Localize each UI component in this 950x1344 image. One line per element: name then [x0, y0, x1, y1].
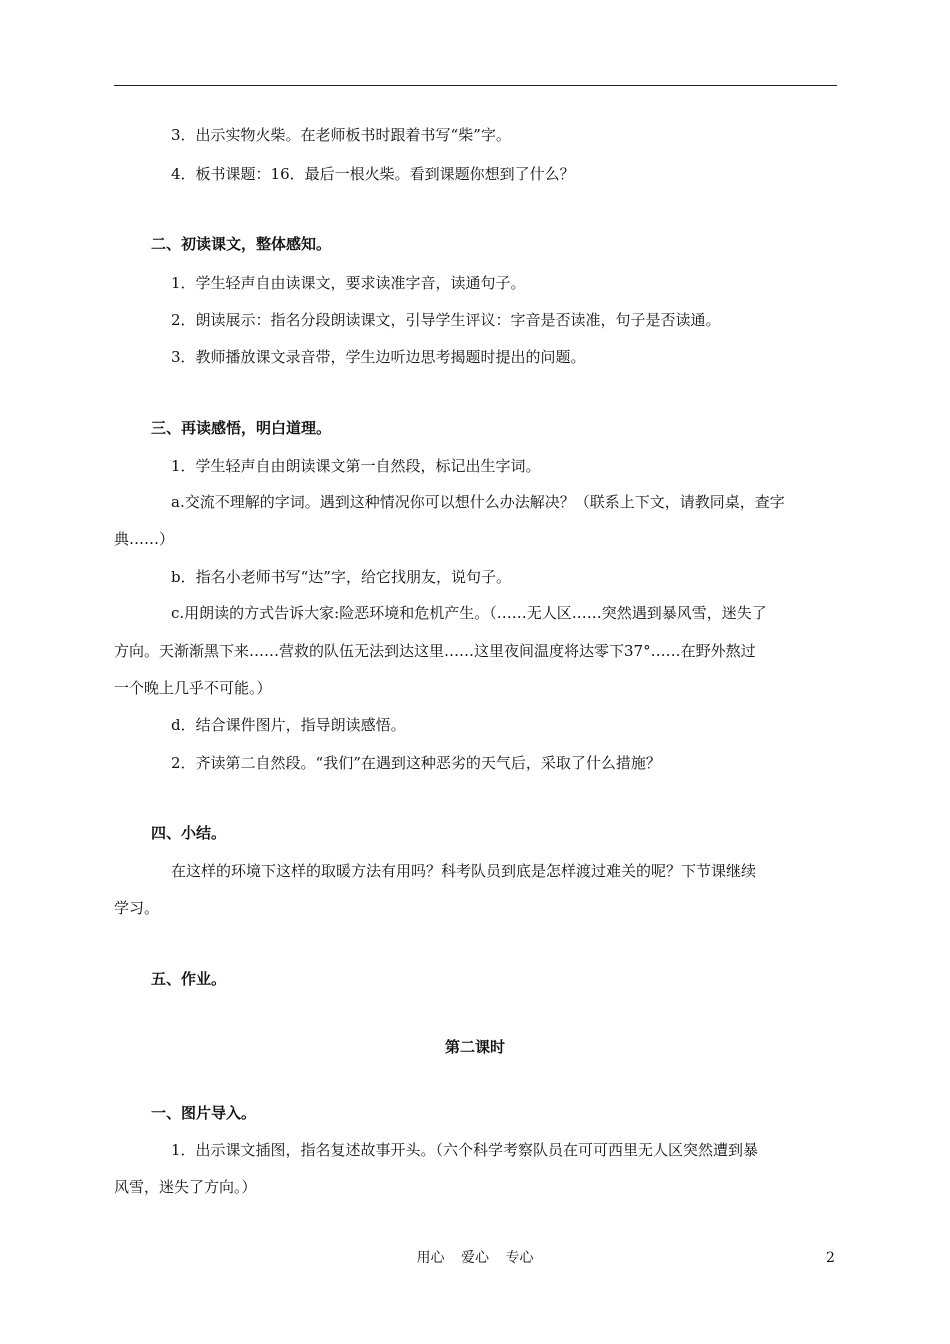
section3-a-line2: 典……） [114, 530, 175, 548]
header-rule [114, 85, 837, 86]
section3-a-line1: a.交流不理解的字词。遇到这种情况你可以想什么办法解决？（联系上下文，请教同桌，查字 [171, 493, 785, 511]
section3-heading: 三、再读感悟，明白道理。 [151, 419, 332, 437]
lesson2-section1-line1: 1．出示课文插图，指名复述故事开头。（六个科学考察队员在可可西里无人区突然遭到暴 [171, 1141, 759, 1159]
page-number: 2 [826, 1250, 835, 1266]
lesson2-section1-line2: 风雪，迷失了方向。） [114, 1178, 257, 1196]
section3-c-line3: 一个晚上几乎不可能。） [114, 679, 272, 697]
section3-c-line1: c.用朗读的方式告诉大家:险恶环境和危机产生。（……无人区……突然遇到暴风雪，迷失了 [171, 604, 767, 622]
lesson1-item4: 4．板书课题：16．最后一根火柴。看到课题你想到了什么？ [171, 165, 575, 183]
section2-item1: 1．学生轻声自由读课文，要求读准字音，读通句子。 [171, 274, 526, 292]
lesson2-section1-heading: 一、图片导入。 [151, 1104, 257, 1122]
section3-d: d．结合课件图片，指导朗读感悟。 [171, 716, 406, 734]
section3-item2: 2．齐读第二自然段。“我们”在遇到这种恶劣的天气后，采取了什么措施？ [171, 754, 661, 772]
section2-item3: 3．教师播放课文录音带，学生边听边思考揭题时提出的问题。 [171, 348, 586, 366]
section4-line2: 学习。 [114, 899, 160, 917]
section3-item1: 1．学生轻声自由朗读课文第一自然段，标记出生字词。 [171, 457, 541, 475]
section2-item2: 2．朗读展示：指名分段朗读课文，引导学生评议：字音是否读准，句子是否读通。 [171, 311, 721, 329]
section4-line1: 在这样的环境下这样的取暖方法有用吗？科考队员到底是怎样渡过难关的呢？下节课继续 [171, 862, 757, 880]
lesson2-title: 第二课时 [444, 1038, 505, 1056]
section3-c-line2: 方向。天渐渐黑下来……营救的队伍无法到达这里……这里夜间温度将达零下37°……在野外熬过 [114, 642, 756, 660]
section4-heading: 四、小结。 [151, 824, 227, 842]
section5-heading: 五、作业。 [151, 970, 227, 988]
footer-motto: 用心 爱心 专心 [416, 1250, 534, 1266]
section2-heading: 二、初读课文，整体感知。 [151, 235, 332, 253]
section3-b: b．指名小老师书写“达”字，给它找朋友，说句子。 [171, 568, 511, 586]
lesson1-item3: 3．出示实物火柴。在老师板书时跟着书写“柴”字。 [171, 126, 511, 144]
